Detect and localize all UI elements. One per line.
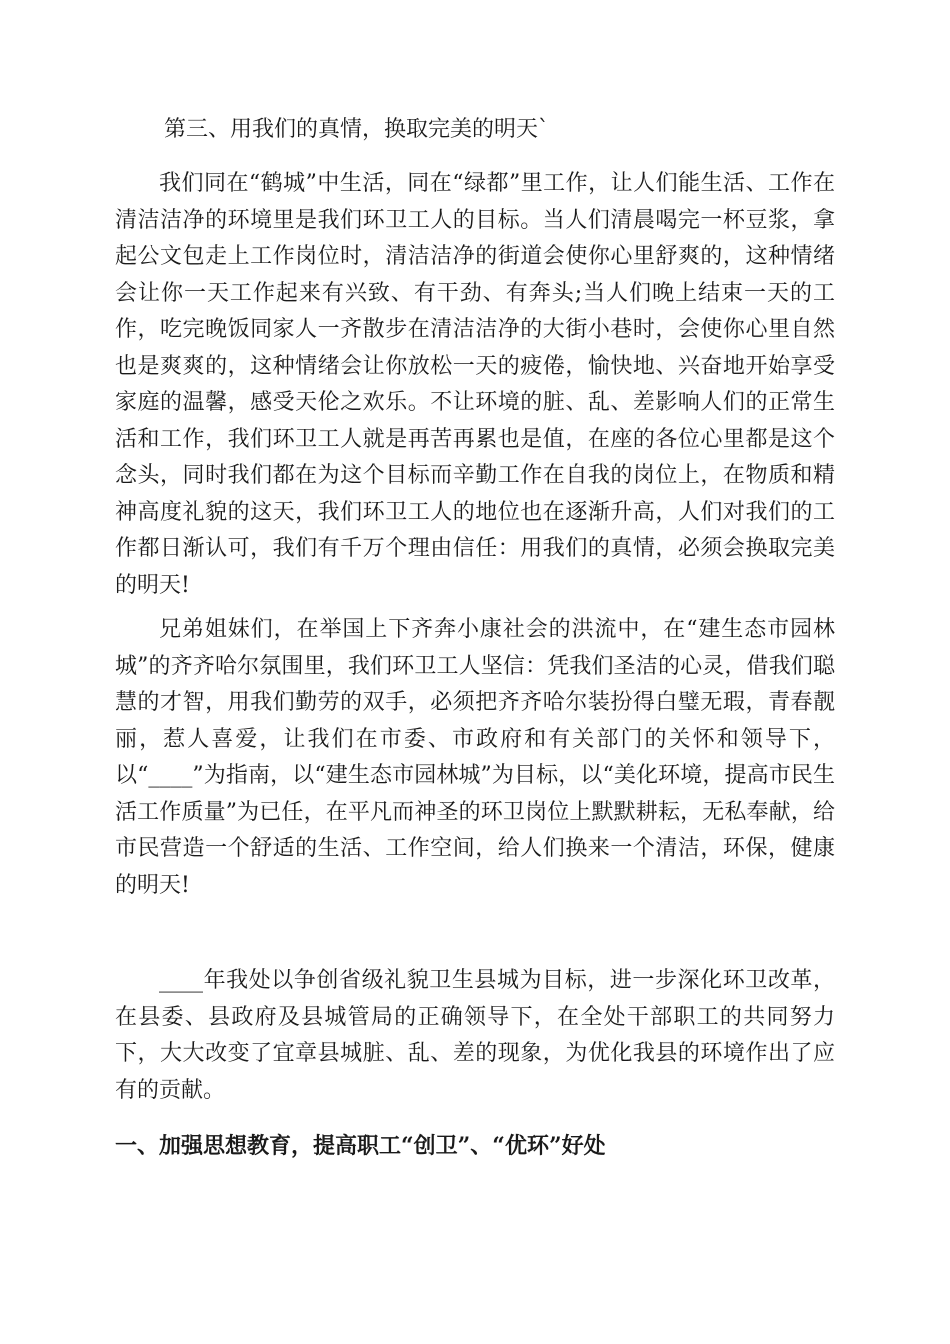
- paragraph: ____年我处以争创省级礼貌卫生县城为目标，进一步深化环卫改革，在县委、县政府及县城管局的正确领导下，在全处干部职工的共同努力下，大大改变了宜章县城脏、乱、差的现象，为优化我县的环境作出了应有的贡献。: [115, 968, 835, 1103]
- paragraph: 兄弟姐妹们，在举国上下齐奔小康社会的洪流中，在“建生态市园林城”的齐齐哈尔氛围里，我们环卫工人坚信：凭我们圣洁的心灵，借我们聪慧的才智，用我们勤劳的双手，必须把齐齐哈尔装扮得白璧无瑕，青春靓丽，惹人喜爱，让我们在市委、市政府和有关部门的关怀和领导下，以“____”为指南，以“建生态市园林城”为目标，以“美化环境，提高市民生活工作质量”为已任，在平凡而神圣的环卫岗位上默默耕耘，无私奉献，给市民营造一个舒适的生活、工作空间，给人们换来一个清洁，环保，健康的明天!: [115, 617, 835, 898]
- paragraph: 我们同在“鹤城”中生活，同在“绿都”里工作，让人们能生活、工作在清洁洁净的环境里是我们环卫工人的目标。当人们清晨喝完一杯豆浆，拿起公文包走上工作岗位时，清洁洁净的街道会使你心里舒爽的，这种情绪会让你一天工作起来有兴致、有干劲、有奔头;当人们晚上结束一天的工作，吃完晚饭同家人一齐散步在清洁洁净的大街小巷时，会使你心里自然也是爽爽的，这种情绪会让你放松一天的疲倦，愉快地、兴奋地开始享受家庭的温馨，感受天伦之欢乐。不让环境的脏、乱、差影响人们的正常生活和工作，我们环卫工人就是再苦再累也是值，在座的各位心里都是这个念头，同时我们都在为这个目标而辛勤工作在自我的岗位上，在物质和精神高度礼貌的这天，我们环卫工人的地位也在逐渐升高，人们对我们的工作都日渐认可，我们有千万个理由信任：用我们的真情，必须会换取完美的明天!: [115, 171, 835, 598]
- subheading-third-point: 第三、用我们的真情，换取完美的明天`: [164, 117, 550, 142]
- section-heading: 一、加强思想教育，提高职工“创卫”、“优环”好处: [115, 1133, 606, 1159]
